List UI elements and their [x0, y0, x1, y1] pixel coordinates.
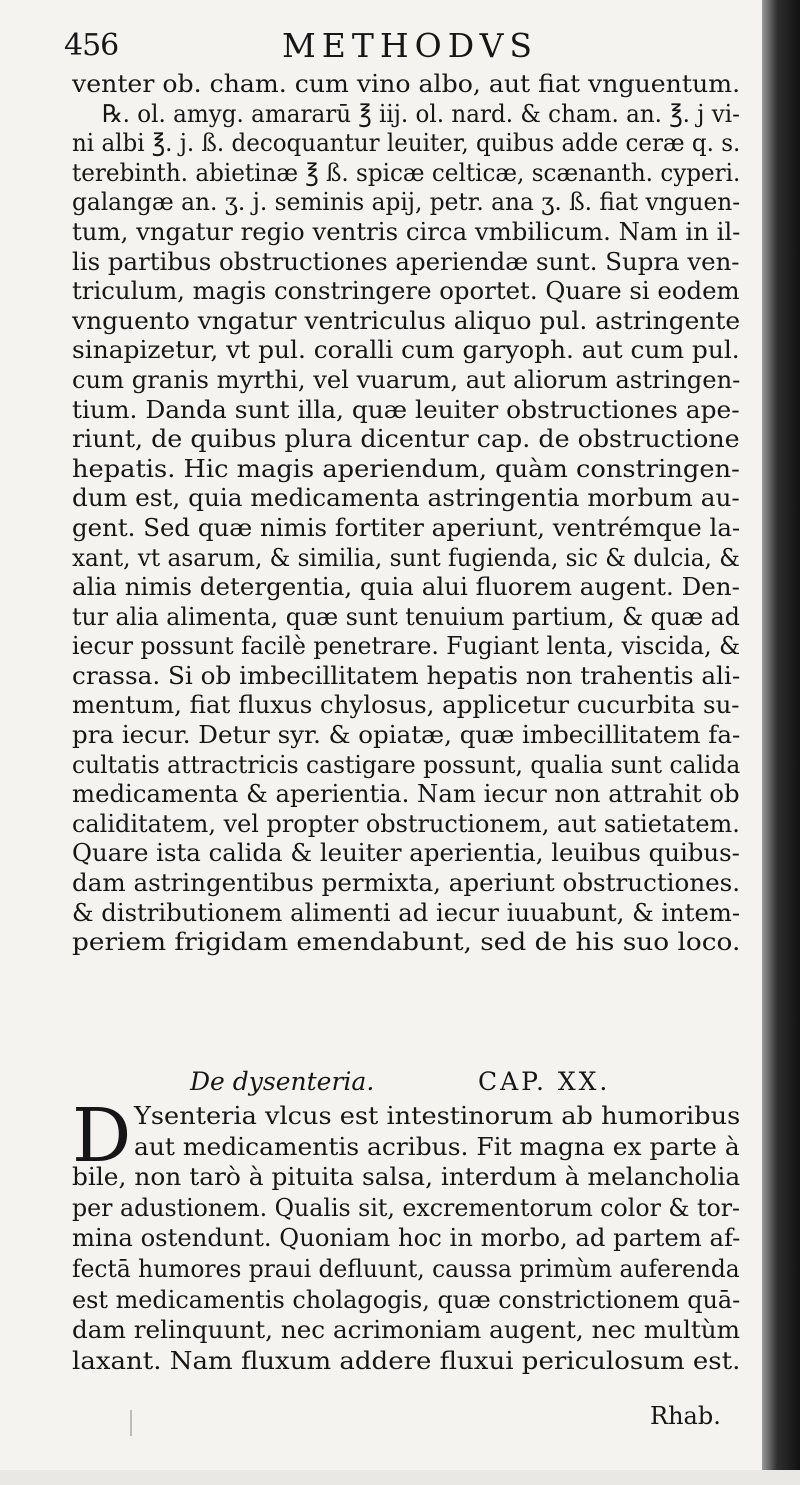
text-line: mina ostendunt. Quoniam hoc in morbo, ad partem af- [72, 1223, 740, 1253]
text-line: alia nimis detergentia, quia alui fluorem augent. Den- [72, 572, 740, 602]
text-line: sinapizetur, vt pul. coralli cum garyoph. aut cum pul. [72, 335, 740, 365]
text-line: tium. Danda sunt illa, quæ leuiter obstructiones ape- [72, 394, 740, 424]
chapter-number: CAP. XX. [478, 1067, 611, 1096]
text-line: medicamenta & aperientia. Nam iecur non attrahit ob [72, 779, 740, 809]
text-line: triculum, magis constringere oportet. Quare si eodem [72, 276, 740, 306]
text-line: est medicamentis cholagogis, quæ constrictionem quā- [72, 1284, 740, 1314]
text-line: dum est, quia medicamenta astringentia morbum au- [72, 483, 740, 513]
text-line: crassa. Si ob imbecillitatem hepatis non trahentis ali- [72, 660, 740, 690]
text-line: hepatis. Hic magis aperiendum, quàm constringen- [72, 453, 740, 483]
text-line: ℞. ol. amyg. amararū ℥ iij. ol. nard. & cham. an. ℥. j vi- [102, 98, 740, 128]
body-text [72, 69, 740, 957]
text-line: tur alia alimenta, quæ sunt tenuium partium, & quæ ad [72, 601, 740, 631]
chapter-text [72, 1093, 740, 1376]
running-title: METHODVS [282, 26, 539, 65]
text-line: cultatis attractricis castigare possunt, qualia sunt calida [72, 749, 740, 779]
catchword: Rhab. [650, 1402, 721, 1430]
text-line: cum granis myrthi, vel vuarum, aut aliorum astringen- [72, 364, 740, 394]
text-line: per adustionem. Qualis sit, excrementorum color & tor- [72, 1192, 740, 1222]
text-line: iecur possunt facilè penetrare. Fugiant lenta, viscida, & [72, 631, 740, 661]
text-line: caliditatem, vel propter obstructionem, aut satietatem. [72, 808, 740, 838]
text-line: riunt, de quibus plura dicentur cap. de obstructione [72, 424, 740, 454]
text-line: mentum, fiat fluxus chylosus, applicetur cucurbita su- [72, 690, 740, 720]
text-line: bile, non tarò à pituita salsa, interdum à melancholia [72, 1162, 740, 1192]
text-line: Ysenteria vlcus est intestinorum ab humoribus [134, 1101, 740, 1130]
chapter-title: De dysenteria. [190, 1067, 375, 1096]
text-line: dam astringentibus permixta, aperiunt obstructiones. [72, 868, 740, 898]
text-line: & distributionem alimenti ad iecur iuuabunt, & intem- [72, 897, 740, 927]
text-line: galangæ an. ʒ. j. seminis apij, petr. ana ʒ. ß. fiat vnguen- [72, 187, 740, 217]
text-line: laxant. Nam fluxum addere fluxui periculosum est. [72, 1345, 740, 1375]
text-line: lis partibus obstructiones aperiendæ sunt. Supra ven- [72, 246, 740, 276]
text-line: pra iecur. Detur syr. & opiatæ, quæ imbecillitatem fa- [72, 720, 740, 750]
text-line: Quare ista calida & leuiter aperientia, leuibus quibus- [72, 838, 740, 868]
text-line: venter ob. cham. cum vino albo, aut fiat vnguentum. [72, 69, 740, 98]
text-line: gent. Sed quæ nimis fortiter aperiunt, ventrémque la- [72, 512, 740, 542]
text-line: aut medicamentis acribus. Fit magna ex parte à [134, 1131, 740, 1161]
page-header [64, 22, 754, 66]
text-line: periem frigidam emendabunt, sed de his suo loco. [72, 927, 740, 957]
text-line: dam relinquunt, nec acrimoniam augent, nec multùm [72, 1315, 740, 1345]
text-line: fectā humores praui defluunt, caussa primùm auferenda [72, 1253, 740, 1283]
text-line: vnguento vngatur ventriculus aliquo pul. astringente [72, 305, 740, 335]
page-bottom-edge [0, 1470, 800, 1485]
text-line: xant, vt asarum, & similia, sunt fugienda, sic & dulcia, & [72, 542, 740, 572]
text-line: tum, vngatur regio ventris circa vmbilicum. Nam in il- [72, 216, 740, 246]
text-line: ni albi ℥. j. ß. decoquantur leuiter, quibus adde ceræ q. s. [72, 128, 740, 158]
page-number: 456 [64, 28, 119, 63]
margin-mark [130, 1410, 132, 1436]
text-line: terebinth. abietinæ ℥ ß. spicæ celticæ, scænanth. cyperi. [72, 157, 740, 187]
drop-cap: D [72, 1093, 132, 1179]
binding-shadow [762, 0, 800, 1485]
chapter-heading [190, 1067, 660, 1101]
